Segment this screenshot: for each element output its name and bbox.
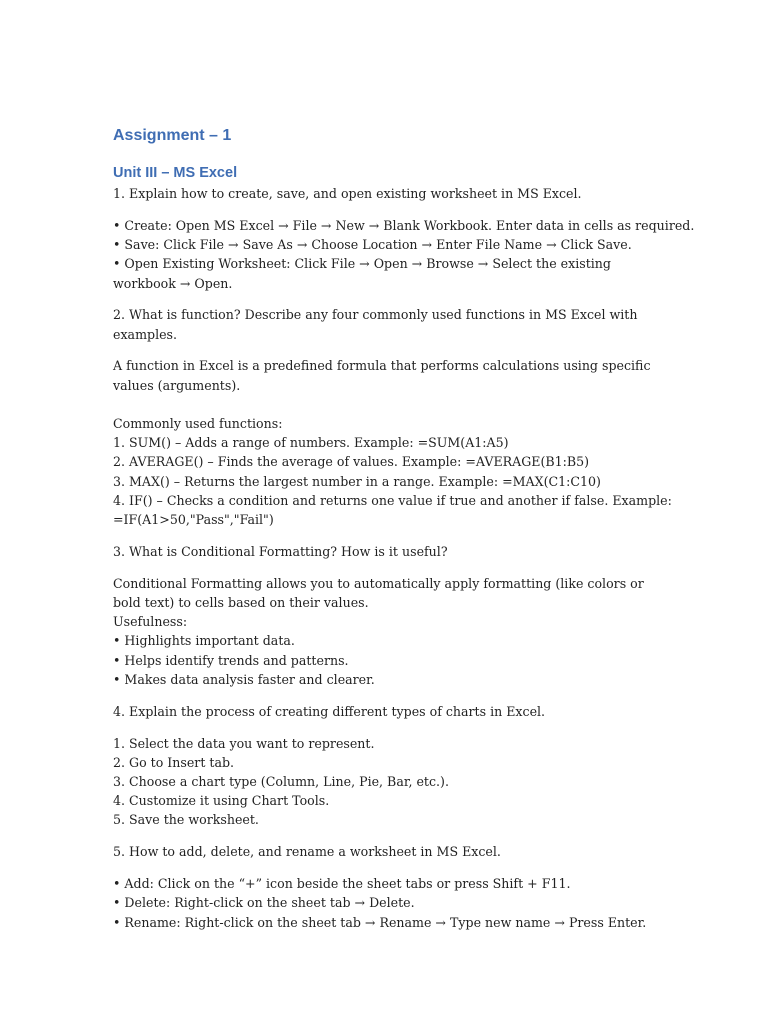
q5-item-add: • Add: Click on the “+” icon beside the sheet tabs or press Shift + F11. [113,876,571,892]
q4-answer [113,734,673,830]
q2-question: 2. What is function? Describe any four commonly used functions in MS Excel with examples. [113,307,638,342]
q5-question: 5. How to add, delete, and rename a worksheet in MS Excel. [113,844,501,860]
q2-intro: A function in Excel is a predefined formula that performs calculations using specific values (arguments). [113,358,651,393]
q3-intro: Conditional Formatting allows you to automatically apply formatting (like colors or bold text) to cells based on their values. [113,575,644,611]
q3-item-trends: • Helps identify trends and patterns. [113,652,349,668]
q1-line-open: • Open Existing Worksheet: Click File → Open → Browse → Select the existing workbook → Open. [113,256,611,291]
q2-answer [113,356,673,529]
q4-step-2: 2. Go to Insert tab. [113,754,235,770]
q5-answer [113,874,673,932]
q1-line-save: • Save: Click File → Save As → Choose Location → Enter File Name → Click Save. [113,237,632,253]
q5-item-delete: • Delete: Right-click on the sheet tab → Delete. [113,895,415,911]
document-body [113,184,695,945]
q3-useful-heading: Usefulness: [113,614,188,630]
q2-list-heading: Commonly used functions: [113,416,283,432]
q2-spacer [113,395,673,414]
q1-line-create: • Create: Open MS Excel → File → New → Blank Workbook. Enter data in cells as required. [113,217,695,233]
q3-item-highlights: • Highlights important data. [113,633,295,649]
q5-item-rename: • Rename: Right-click on the sheet tab → Rename → Type new name → Press Enter. [113,914,647,930]
q4-step-5: 5. Save the worksheet. [113,812,259,828]
q2-item-max: 3. MAX() – Returns the largest number in a range. Example: =MAX(C1:C10) [113,473,601,489]
q4-step-3: 3. Choose a chart type (Column, Line, Pie, Bar, etc.). [113,774,449,790]
q3-question: 3. What is Conditional Formatting? How is it useful? [113,543,448,559]
q2-item-if: 4. IF() – Checks a condition and returns one value if true and another if false. Example: =IF(A1>50,"Pass","Fail") [113,492,672,528]
q1-question: 1. Explain how to create, save, and open existing worksheet in MS Excel. [113,186,582,201]
q2-item-average: 2. AVERAGE() – Finds the average of values. Example: =AVERAGE(B1:B5) [113,454,590,470]
q1-answer [113,216,695,293]
document-page [113,124,695,930]
q3-answer [113,574,673,689]
q4-question: 4. Explain the process of creating different types of charts in Excel. [113,703,546,719]
document-title: Assignment – 1 [113,127,232,144]
q3-item-analysis: • Makes data analysis faster and clearer. [113,671,375,687]
q2-item-sum: 1. SUM() – Adds a range of numbers. Example: =SUM(A1:A5) [113,435,509,451]
q4-step-4: 4. Customize it using Chart Tools. [113,793,330,809]
q4-step-1: 1. Select the data you want to represent. [113,735,375,751]
unit-heading: Unit III – MS Excel [113,165,238,181]
